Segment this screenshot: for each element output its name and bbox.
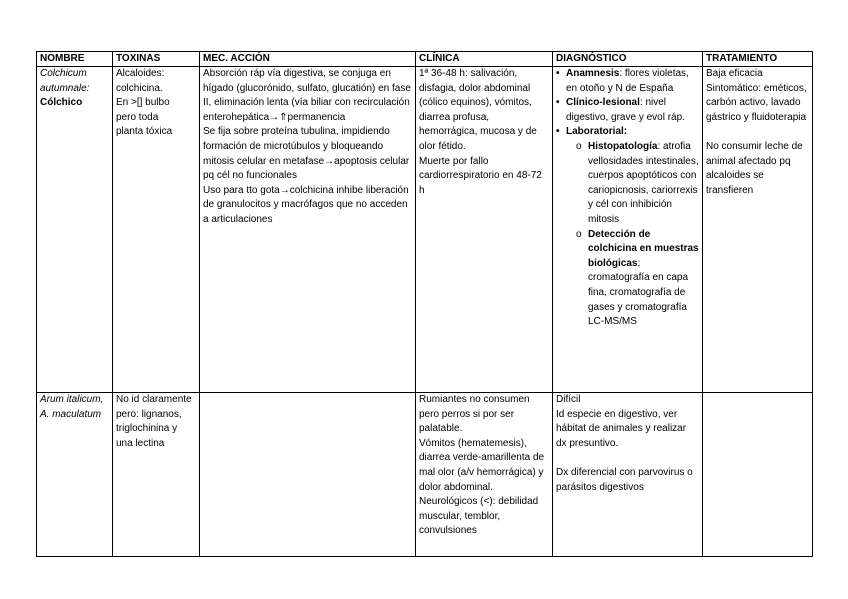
- cell-clinica: [416, 67, 553, 393]
- tratamiento-blank: [706, 125, 809, 140]
- cell-diagnostico: [553, 393, 703, 557]
- mecanismo-paragraph: Uso para tto gota→colchicina inhibe liberación de granulocitos y macrófagos que no acceden a articulaciones: [203, 184, 409, 225]
- clinica-paragraph: Rumiantes no consumen pero perros si por ser palatable.: [419, 394, 530, 435]
- clinica-paragraph: Vómitos (hematemesis), diarrea verde-amarillenta de mal olor (a/v hemorrágica) y dolor abdominal.: [419, 437, 545, 493]
- list-item: [556, 67, 699, 96]
- list-item: [556, 96, 699, 125]
- cell-clinica: [416, 393, 553, 557]
- deteccion-text: : cromatografía en capa fina, cromatografía de gases y cromatografía LC-MS/MS: [588, 257, 689, 328]
- cell-nombre: [37, 393, 113, 557]
- laboratorial-sublist: [566, 140, 699, 330]
- anamnesis-label: Anamnesis: [566, 68, 620, 79]
- tratamiento-line: No consumir leche de animal afectado pq alcaloides se transfieren: [706, 140, 803, 196]
- clinica-paragraph: 1ª 36-48 h: salivación, disfagia, dolor abdominal (cólico equinos), vómitos, diarrea profusa, hemorrágica, mucosa y de olor fétido.: [419, 68, 537, 152]
- plant-common-name: Cólchico: [40, 97, 83, 109]
- list-item: [556, 125, 699, 329]
- diagnostico-list: [556, 67, 699, 330]
- histo-label: Histopatología: [588, 140, 658, 152]
- clinica-paragraph: Muerte por fallo cardiorrespiratorio en 48-72 h: [419, 155, 542, 196]
- deteccion-label: Detección de colchicina en muestras biológicas: [588, 228, 699, 269]
- header-toxinas: TOXINAS: [113, 52, 200, 67]
- diagnostico-paragraph: Dx diferencial con parvovirus o parásitos digestivos: [556, 466, 693, 493]
- toxinas-line: planta tóxica: [116, 126, 173, 138]
- diagnostico-paragraph: Id especie en digestivo, ver hábitat de animales y realizar dx presuntivo.: [556, 408, 687, 449]
- header-mec-accion: MEC. ACCIÓN: [200, 52, 416, 67]
- list-item: [576, 140, 699, 228]
- toxinas-text: No id claramente pero: lignanos, triglochinina y una lectina: [116, 394, 192, 449]
- anamnesis-text: : flores violetas, en otoño y N de España: [566, 68, 689, 94]
- plant-latin-name: Arum italicum, A. maculatum: [40, 394, 104, 420]
- laboratorial-colon: :: [623, 126, 628, 138]
- table-row-arum: [37, 393, 813, 557]
- toxinas-line: Alcaloides:: [116, 68, 165, 79]
- toxinas-line: colchicina.: [116, 82, 163, 94]
- laboratorial-label: Laboratorial: [566, 126, 624, 138]
- clinico-text: : nivel digestivo, grave y evol ráp.: [566, 97, 685, 123]
- header-row: [37, 52, 813, 67]
- diagnostico-paragraph: Difícil: [556, 394, 581, 405]
- plant-latin-name: Colchicum autumnale: [40, 68, 87, 94]
- cell-toxinas: [113, 67, 200, 393]
- cell-diagnostico: [553, 67, 703, 393]
- clinica-paragraph: Neurológicos (<): debilidad muscular, temblor, convulsiones: [419, 496, 539, 537]
- header-clinica: CLÍNICA: [416, 52, 553, 67]
- cell-tratamiento: [703, 67, 813, 393]
- cell-mecanismo: [200, 67, 416, 393]
- toxic-plants-table: [36, 51, 813, 557]
- cell-nombre: [37, 67, 113, 393]
- name-separator: :: [86, 82, 90, 94]
- header-tratamiento: TRATAMIENTO: [703, 52, 813, 67]
- table-row-colchicum: [37, 67, 813, 393]
- cell-tratamiento: [703, 393, 813, 557]
- header-diagnostico: DIAGNÓSTICO: [553, 52, 703, 67]
- mecanismo-paragraph: Se fija sobre proteína tubulina, impidiendo formación de microtúbulos y bloqueando mitosis celular en metafase→apoptosis celular pq cél no funcionales: [203, 126, 410, 182]
- histo-text: : atrofia vellosidades intestinales, cuerpos apoptóticos con cariopicnosis, cariorrexis y cél con inhibición mitosis: [588, 140, 699, 225]
- cell-mecanismo: [200, 393, 416, 557]
- header-nombre: NOMBRE: [37, 52, 113, 67]
- toxinas-line: pero toda: [116, 111, 159, 123]
- cell-toxinas: [113, 393, 200, 557]
- mecanismo-paragraph: Absorción ráp vía digestiva, se conjuga en hígado (glucorónido, sulfato, glucatión) en fase II, eliminación lenta (vía biliar con recirculación enterohepática→⇑permanencia: [203, 68, 411, 123]
- toxinas-line: En >[] bulbo: [116, 97, 170, 109]
- tratamiento-line: Baja eficacia: [706, 68, 763, 79]
- list-item: [576, 228, 699, 330]
- tratamiento-line: Sintomático: eméticos, carbón activo, lavado gástrico y fluidoterapia: [706, 82, 807, 123]
- diagnostico-blank: [556, 451, 699, 466]
- clinico-label: Clínico-lesional: [566, 97, 640, 109]
